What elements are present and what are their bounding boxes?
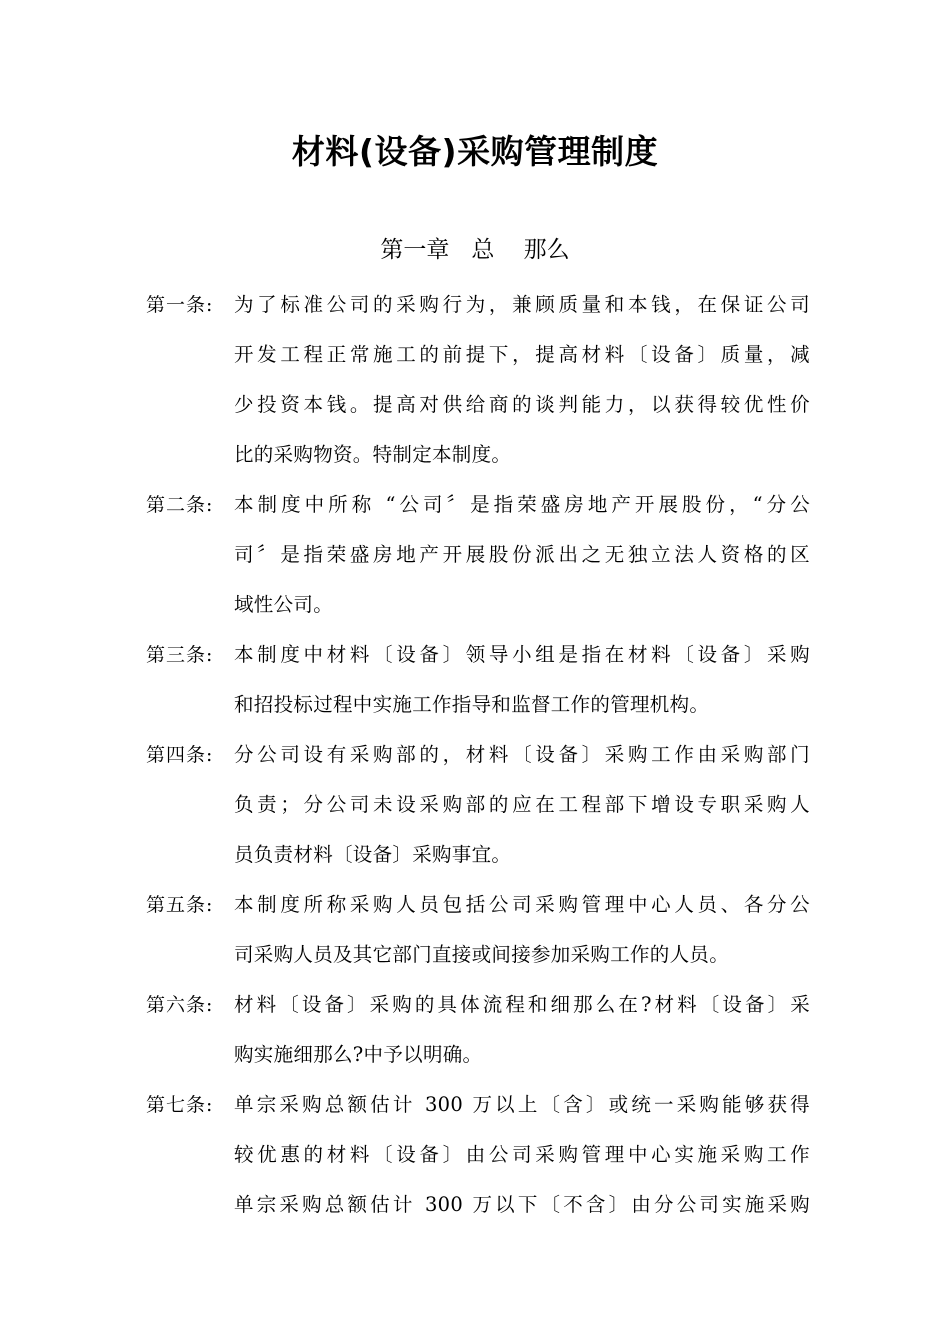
article-text <box>234 980 810 1080</box>
text-line: 域性公司。 <box>234 593 334 616</box>
text-line: 单宗采购总额估计 300 万以上〔含〕或统一采购能够获得 <box>234 1093 810 1116</box>
text-line: 材料〔设备〕采购的具体流程和细那么在?材料〔设备〕采 <box>234 993 810 1016</box>
article-label: 第五条: <box>146 894 214 916</box>
article-text <box>234 280 810 480</box>
chapter-heading: 第一章 总 那么 <box>380 237 570 263</box>
article-list <box>146 280 810 1230</box>
article-label: 第四条: <box>146 744 214 766</box>
article-7 <box>146 1080 810 1230</box>
article-text <box>234 730 810 880</box>
article-label: 第三条: <box>146 644 214 666</box>
article-3 <box>146 630 810 730</box>
article-text <box>234 880 810 980</box>
text-line: 员负责材料〔设备〕采购事宜。 <box>234 843 512 866</box>
text-line: 购实施细那么?中予以明确。 <box>234 1043 483 1066</box>
text-line: 为了标准公司的采购行为，兼顾质量和本钱，在保证公司 <box>234 293 810 316</box>
article-label: 第二条: <box>146 494 214 516</box>
text-line: 单宗采购总额估计 300 万以下〔不含〕由分公司实施采购 <box>234 1193 810 1216</box>
article-text <box>234 480 810 630</box>
text-line: 司〞是指荣盛房地产开展股份派出之无独立法人资格的区 <box>234 543 810 566</box>
text-line: 本制度中所称 “公司〞是指荣盛房地产开展股份，“分公 <box>234 493 810 516</box>
text-line: 较优惠的材料〔设备〕由公司采购管理中心实施采购工作 <box>234 1143 810 1166</box>
article-4 <box>146 730 810 880</box>
text-line: 比的采购物资。特制定本制度。 <box>234 443 512 466</box>
article-6 <box>146 980 810 1080</box>
text-line: 分公司设有采购部的，材料〔设备〕采购工作由采购部门 <box>234 743 810 766</box>
text-line: 和招投标过程中实施工作指导和监督工作的管理机构。 <box>234 693 710 716</box>
document-title: 材料(设备)采购管理制度 <box>291 132 659 171</box>
article-5 <box>146 880 810 980</box>
text-line: 本制度所称采购人员包括公司采购管理中心人员、各分公 <box>234 893 810 916</box>
text-line: 负责；分公司未设采购部的应在工程部下增设专职采购人 <box>234 793 810 816</box>
article-text <box>234 1080 810 1230</box>
text-line: 司采购人员及其它部门直接或间接参加采购工作的人员。 <box>234 943 730 966</box>
article-label: 第六条: <box>146 994 214 1016</box>
text-line: 本制度中材料〔设备〕领导小组是指在材料〔设备〕采购 <box>234 643 810 666</box>
article-text <box>234 630 810 730</box>
article-label: 第七条: <box>146 1094 214 1116</box>
article-2 <box>146 480 810 630</box>
article-label: 第一条: <box>146 294 214 316</box>
text-line: 少投资本钱。提高对供给商的谈判能力，以获得较优性价 <box>234 393 810 416</box>
text-line: 开发工程正常施工的前提下，提高材料〔设备〕质量，减 <box>234 343 810 366</box>
article-1 <box>146 280 810 480</box>
